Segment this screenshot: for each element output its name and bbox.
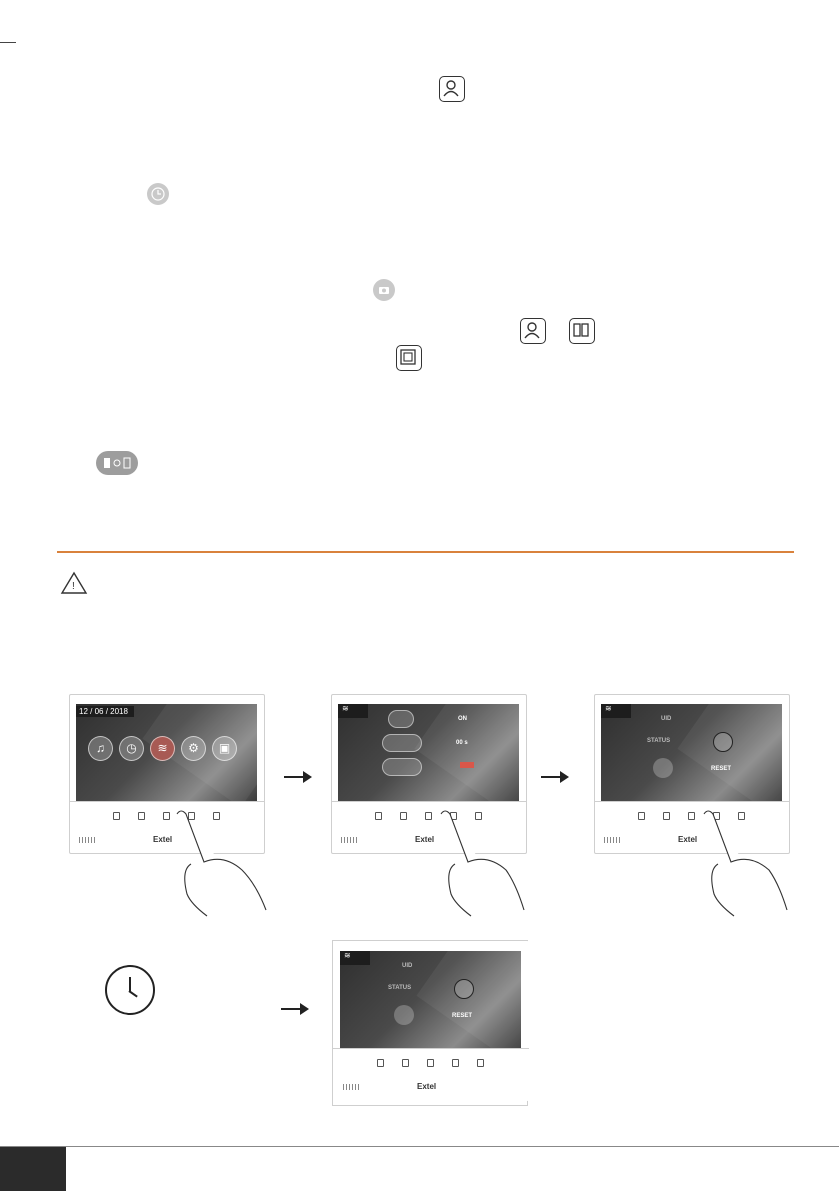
- intercom-device-wifi: [331, 694, 527, 919]
- device-button[interactable]: [402, 1059, 409, 1067]
- wifi-toggle-icon[interactable]: [388, 710, 414, 728]
- speaker-grill: [79, 837, 97, 843]
- svg-text:!: !: [72, 581, 75, 592]
- brand-logo: Extel: [678, 835, 698, 844]
- device-screen: [76, 704, 257, 801]
- arrow-right-icon: [281, 1008, 307, 1010]
- clock-icon[interactable]: ◷: [119, 736, 144, 761]
- hand-pointer-icon: [689, 804, 789, 919]
- reset-label[interactable]: RESET: [711, 766, 732, 772]
- status-indicator: [460, 762, 474, 768]
- device-button[interactable]: [477, 1059, 484, 1067]
- speaker-grill: [604, 837, 622, 843]
- wifi-icon[interactable]: [653, 758, 673, 778]
- device-button[interactable]: [638, 812, 645, 820]
- arrow-right-icon: [541, 776, 567, 778]
- wifi-icon: ≋: [601, 704, 631, 718]
- reset-label[interactable]: RESET: [452, 1013, 473, 1019]
- arrow-right-icon: [284, 776, 310, 778]
- device-button[interactable]: [400, 812, 407, 820]
- device-button[interactable]: [663, 812, 670, 820]
- intercom-device-menu: [69, 694, 265, 919]
- wifi-status: ON: [458, 716, 467, 722]
- device-screen: [601, 704, 782, 801]
- wifi-icon: ≋: [338, 704, 368, 718]
- speaker-grill: [343, 1084, 361, 1090]
- intercom-user-icon: [439, 76, 465, 102]
- section-divider: [57, 551, 794, 553]
- wifi-icon[interactable]: [394, 1005, 414, 1025]
- clock-icon: [147, 183, 169, 205]
- intercom-user-icon: [520, 318, 546, 344]
- wifi-icon: ≋: [340, 951, 370, 965]
- intercom-device-status-connected: [332, 940, 528, 1106]
- camera-icon: [373, 279, 395, 301]
- device-button[interactable]: [452, 1059, 459, 1067]
- intercom-device-status: [594, 694, 790, 919]
- music-icon[interactable]: ♫: [88, 736, 113, 761]
- page-number-block: [0, 1147, 66, 1191]
- settings-icon[interactable]: ⚙: [181, 736, 206, 761]
- status-label: STATUS: [647, 738, 671, 744]
- wifi-signal-icon[interactable]: [713, 732, 733, 752]
- screen-date: 12 / 06 / 2018: [76, 706, 134, 717]
- multi-screen-icon: [396, 345, 422, 371]
- device-button[interactable]: [377, 1059, 384, 1067]
- brand-logo: Extel: [417, 1082, 437, 1091]
- hand-pointer-icon: [159, 804, 269, 919]
- footer-line: [0, 1146, 839, 1147]
- warning-icon: [60, 571, 88, 600]
- gate-icon: [569, 318, 595, 344]
- brand-logo: Extel: [153, 835, 173, 844]
- speaker-grill: [341, 837, 359, 843]
- menu-icon-row: [88, 736, 237, 761]
- device-button[interactable]: [113, 812, 120, 820]
- uid-label: UID: [661, 716, 672, 722]
- device-screen: [340, 951, 521, 1048]
- device-screen: [338, 704, 519, 801]
- uid-label: UID: [402, 963, 413, 969]
- brand-logo: Extel: [415, 835, 435, 844]
- door-phone-link-icon: [96, 451, 138, 475]
- clock-wait-icon: [105, 965, 155, 1015]
- pairing-icon[interactable]: [382, 758, 422, 776]
- status-label: STATUS: [388, 985, 412, 991]
- device-button[interactable]: [375, 812, 382, 820]
- camera-icon[interactable]: ▣: [212, 736, 237, 761]
- device-button[interactable]: [427, 1059, 434, 1067]
- wifi-icon[interactable]: ≋: [150, 736, 175, 761]
- hand-pointer-icon: [426, 804, 526, 919]
- device-button[interactable]: [138, 812, 145, 820]
- crop-mark: [0, 42, 16, 43]
- timer-value: 00 s: [456, 740, 468, 746]
- door-phone-link-icon[interactable]: [382, 734, 422, 752]
- signal-icon[interactable]: [454, 979, 474, 999]
